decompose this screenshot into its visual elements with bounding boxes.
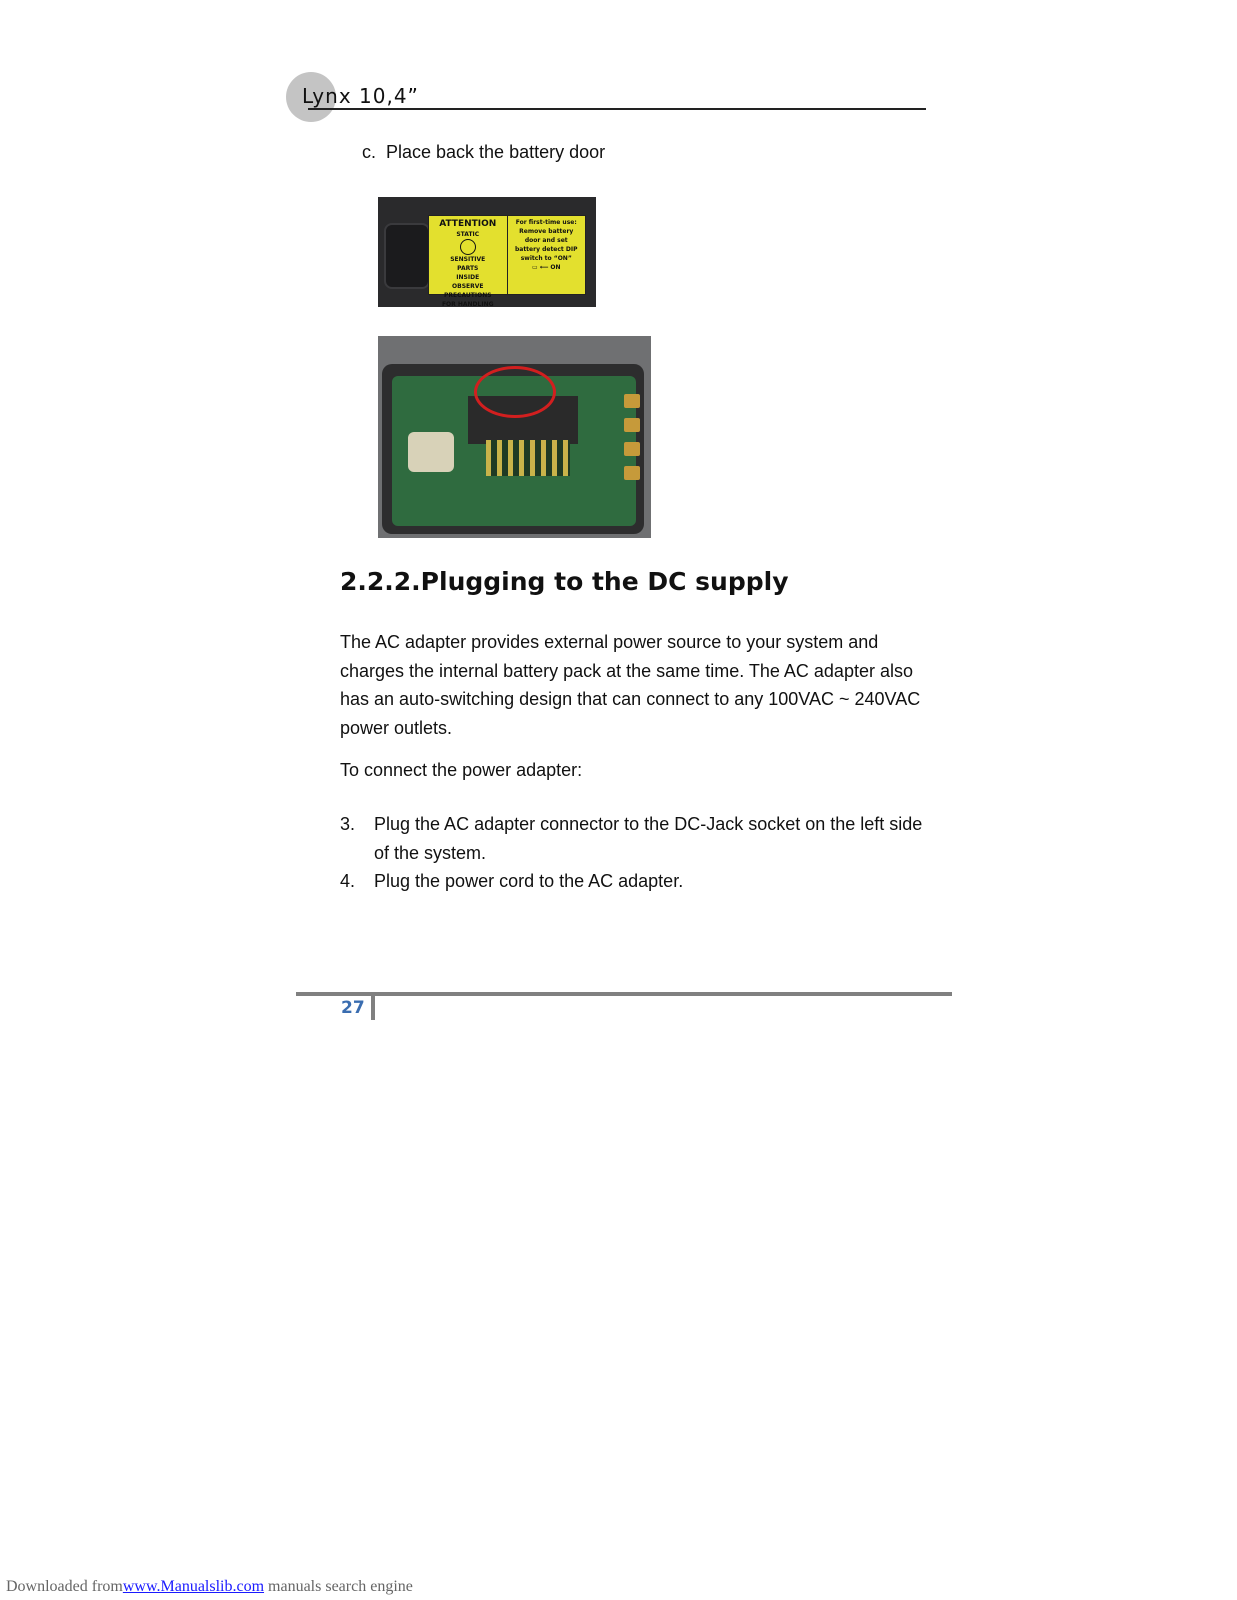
attention-line: STATIC: [456, 231, 480, 238]
instruction-line: battery detect DIP: [514, 246, 578, 253]
footer-rule: [296, 992, 952, 996]
battery-door-latch: [384, 223, 430, 289]
contact-pad: [624, 418, 640, 432]
download-notice: [6, 1578, 413, 1596]
list-item: [340, 810, 940, 867]
step-c-text: Place back the battery door: [386, 142, 606, 162]
attention-line: PARTS: [457, 265, 479, 272]
steps-list: [340, 810, 940, 896]
contact-pad: [624, 394, 640, 408]
dip-switch-highlight: [474, 366, 556, 418]
attention-sticker-left: [429, 216, 508, 307]
list-item: [340, 867, 940, 896]
download-prefix: Downloaded from: [6, 1578, 123, 1595]
footer-bar: [371, 996, 375, 1020]
attention-sticker: [428, 215, 586, 307]
document-title: Lynx 10,4”: [302, 84, 419, 108]
instruction-line: For first-time use:: [515, 219, 577, 226]
cable-connector: [408, 432, 454, 472]
list-item-number: 4.: [340, 871, 356, 891]
intro-text: To connect the power adapter:: [340, 760, 583, 780]
attention-line: OBSERVE PRECAUTIONS: [443, 283, 492, 299]
battery-compartment-photo: [378, 336, 651, 538]
battery-door-photo: [378, 197, 596, 307]
list-item-text: Plug the AC adapter connector to the DC-Jack socket on the left side of the system.: [374, 814, 923, 863]
step-c: [362, 142, 605, 163]
attention-line: ATTENTION: [439, 219, 497, 229]
list-item-text: Plug the power cord to the AC adapter.: [374, 871, 684, 891]
list-item-number: 3.: [340, 814, 356, 834]
dip-switch-label: ON: [550, 264, 561, 271]
step-c-marker: c.: [362, 142, 377, 162]
download-suffix: manuals search engine: [264, 1578, 413, 1595]
instruction-line: switch to “ON”: [520, 255, 572, 262]
connector-pins: [486, 440, 570, 476]
body-paragraph: The AC adapter provides external power source to your system and charges the internal battery pack at the same time. The AC adapter also has an auto-switching design that can connect to any 100VAC ~ 240VAC power outlets.: [340, 632, 921, 738]
instruction-line: door and set: [524, 237, 568, 244]
attention-line: FOR HANDLING: [441, 301, 494, 307]
contact-pad: [624, 442, 640, 456]
page-number: 27: [341, 998, 365, 1018]
contact-pad: [624, 466, 640, 480]
section-heading: 2.2.2.Plugging to the DC supply: [340, 567, 789, 596]
instruction-line: Remove battery: [519, 228, 574, 235]
header-rule: [308, 108, 926, 110]
attention-sticker-right: [508, 216, 586, 294]
attention-line: INSIDE: [456, 274, 480, 281]
esd-icon: [460, 239, 476, 255]
dip-switch-diagram: ▭ ⟵ ON: [531, 264, 561, 271]
manualslib-link[interactable]: www.Manualslib.com: [122, 1578, 265, 1595]
attention-line: SENSITIVE: [450, 256, 486, 263]
